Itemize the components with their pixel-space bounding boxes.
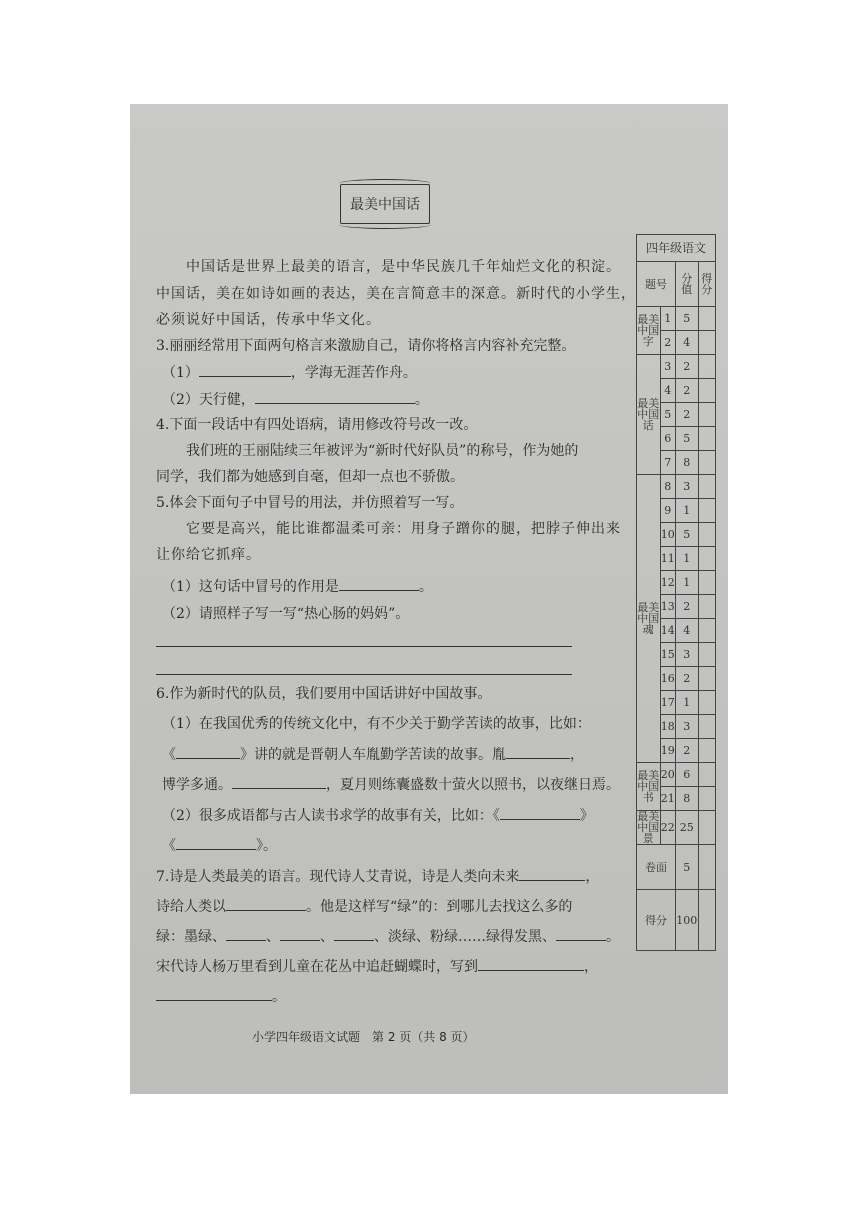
score-question-value: 2 bbox=[675, 595, 698, 619]
score-section-name: 最美中国魂 bbox=[637, 475, 661, 763]
score-question-number: 19 bbox=[660, 739, 675, 763]
q6-p1-line-2-end: ， bbox=[570, 747, 584, 763]
intro-line-1: 中国话是世界上最美的语言，是中华民族几千年灿烂文化的积淀。 bbox=[186, 259, 621, 275]
score-total-got[interactable] bbox=[698, 890, 715, 951]
score-question-value: 1 bbox=[675, 691, 698, 715]
q5-quote-line-2: 让你给它抓痒。 bbox=[156, 547, 261, 563]
q7-line-4-text: 宋代诗人杨万里看到儿童在花丛中追赶蝴蝶时，写到 bbox=[156, 959, 478, 975]
score-question-value: 3 bbox=[675, 715, 698, 739]
q5-item-1-end: 。 bbox=[418, 579, 433, 595]
q6-p1-line-2 bbox=[162, 744, 584, 765]
score-question-number: 13 bbox=[660, 595, 675, 619]
score-got-cell[interactable] bbox=[698, 307, 715, 331]
q7-sep-1: 、 bbox=[266, 929, 280, 945]
score-question-number: 21 bbox=[660, 787, 675, 811]
q7-blank-poem-2[interactable] bbox=[156, 986, 272, 1001]
score-question-number: 5 bbox=[660, 403, 675, 427]
q4-text-line-1: 我们班的王丽陆续三年被评为“新时代好队员”的称号，作为她的 bbox=[186, 443, 579, 459]
score-question-value: 1 bbox=[675, 499, 698, 523]
score-got-cell[interactable] bbox=[698, 643, 715, 667]
q3-blank-2[interactable] bbox=[255, 389, 415, 404]
q7-line-3-end: 。 bbox=[606, 929, 620, 945]
score-question-value: 4 bbox=[675, 619, 698, 643]
score-question-number: 11 bbox=[660, 547, 675, 571]
score-got-cell[interactable] bbox=[698, 619, 715, 643]
score-section-name: 最美中国景 bbox=[637, 810, 660, 845]
score-question-number: 16 bbox=[660, 667, 675, 691]
q6-blank-yin[interactable] bbox=[506, 744, 570, 759]
score-question-number: 4 bbox=[660, 379, 675, 403]
score-question-value: 2 bbox=[675, 739, 698, 763]
q3-stem: 3.丽丽经常用下面两句格言来激励自己，请你将格言内容补充完整。 bbox=[156, 338, 576, 354]
q5-item-1-text: （1）这句话中冒号的作用是 bbox=[162, 579, 339, 595]
q7-line-1 bbox=[156, 866, 599, 887]
score-section-name: 最美中国话 bbox=[637, 355, 661, 475]
page-footer: 小学四年级语文试题 第 2 页（共 8 页） bbox=[252, 1030, 475, 1044]
score-got-cell[interactable] bbox=[698, 763, 715, 787]
score-row bbox=[637, 475, 716, 499]
score-got-cell[interactable] bbox=[698, 427, 715, 451]
score-got-cell[interactable] bbox=[698, 715, 715, 739]
q6-p2-line-1-end: 》 bbox=[579, 808, 594, 824]
q7-line-4-end: ， bbox=[584, 959, 598, 975]
q7-line-1-text: 7.诗是人类最美的语言。现代诗人艾青说，诗是人类向未来 bbox=[156, 869, 520, 885]
q7-line-2-text: 。他是这样写“绿”的：到哪儿去找这么多的 bbox=[306, 899, 573, 915]
score-row bbox=[637, 763, 716, 787]
q6-blank-idiom-1[interactable] bbox=[500, 805, 580, 820]
q4-text-line-2: 同学，我们都为她感到自毫，但却一点也不骄傲。 bbox=[156, 469, 464, 485]
q3-item-2-prefix: （2）天行健， bbox=[162, 392, 255, 408]
score-question-value: 2 bbox=[675, 379, 698, 403]
score-paper-label: 卷面 bbox=[637, 845, 676, 890]
q6-p1-line-1: （1）在我国优秀的传统文化中，有不少关于勤学苦读的故事，比如： bbox=[162, 716, 591, 732]
score-question-value: 5 bbox=[675, 307, 698, 331]
score-question-number: 1 bbox=[660, 307, 675, 331]
score-question-value: 4 bbox=[675, 331, 698, 355]
score-question-number: 8 bbox=[660, 475, 675, 499]
q5-quote-line-1: 它要是高兴，能比谁都温柔可亲：用身子蹭你的腿，把脖子伸出来 bbox=[186, 521, 621, 537]
score-question-number: 18 bbox=[660, 715, 675, 739]
score-total-label: 得分 bbox=[637, 890, 676, 951]
score-question-number: 3 bbox=[660, 355, 675, 379]
score-question-value: 6 bbox=[675, 763, 698, 787]
score-got-cell[interactable] bbox=[698, 451, 715, 475]
score-got-cell[interactable] bbox=[698, 595, 715, 619]
score-question-number: 10 bbox=[660, 523, 675, 547]
q6-p1-line-2-text: 》讲的就是晋朝人车胤勤学苦读的故事。胤 bbox=[240, 747, 506, 763]
score-question-number: 7 bbox=[660, 451, 675, 475]
q7-line-3 bbox=[156, 926, 620, 947]
score-paper-value: 5 bbox=[675, 845, 698, 890]
q6-p1-line-3 bbox=[162, 774, 620, 795]
q3-blank-1[interactable] bbox=[199, 362, 291, 377]
score-got-cell[interactable] bbox=[698, 787, 715, 811]
score-got-cell[interactable] bbox=[698, 355, 715, 379]
score-question-value: 2 bbox=[675, 403, 698, 427]
score-got-cell[interactable] bbox=[698, 811, 715, 845]
exam-page bbox=[130, 104, 728, 1094]
score-question-value: 2 bbox=[675, 355, 698, 379]
q7-sep-2: 、 bbox=[320, 929, 334, 945]
q6-p2-line-2-open: 《 bbox=[162, 838, 176, 854]
q3-item-2 bbox=[162, 389, 429, 410]
score-header-got: 得分 bbox=[698, 262, 715, 307]
score-got-cell[interactable] bbox=[698, 739, 715, 763]
score-table-title: 四年级语文 bbox=[637, 235, 716, 262]
q3-item-1-prefix: （1） bbox=[162, 365, 199, 381]
score-question-number: 12 bbox=[660, 571, 675, 595]
q7-line-1-end: ， bbox=[585, 869, 600, 885]
q7-line-5 bbox=[156, 986, 286, 1007]
score-question-number: 9 bbox=[660, 499, 675, 523]
score-got-cell[interactable] bbox=[698, 499, 715, 523]
score-row bbox=[637, 811, 716, 845]
score-got-cell[interactable] bbox=[698, 475, 715, 499]
q5-item-1 bbox=[162, 576, 433, 597]
q3-item-1-suffix: ，学海无涯苦作舟。 bbox=[290, 365, 417, 381]
q6-book-open: 《 bbox=[162, 747, 176, 763]
q4-stem: 4.下面一段话中有四处语病，请用修改符号改一改。 bbox=[156, 417, 478, 433]
section-title-banner bbox=[340, 184, 430, 224]
section-title: 最美中国话 bbox=[350, 197, 420, 213]
q7-line-2-start: 诗给人类以 bbox=[156, 899, 226, 915]
q6-blank-poor[interactable] bbox=[232, 774, 326, 789]
q6-p2-line-1-text: （2）很多成语都与古人读书求学的故事有关，比如：《 bbox=[162, 808, 500, 824]
q6-p2-line-2-end: 》。 bbox=[256, 838, 277, 854]
q6-p2-line-2 bbox=[162, 835, 277, 856]
intro-line-2: 中国话，美在如诗如画的表达，美在言简意丰的深意。新时代的小学生， bbox=[156, 286, 636, 302]
score-question-number: 6 bbox=[660, 427, 675, 451]
score-paper-got[interactable] bbox=[698, 845, 715, 890]
score-question-value: 8 bbox=[675, 787, 698, 811]
score-header-value: 分值 bbox=[675, 262, 698, 307]
score-section-name: 最美中国字 bbox=[637, 307, 661, 355]
q7-blank-green-1[interactable] bbox=[226, 926, 266, 941]
score-question-value: 5 bbox=[675, 427, 698, 451]
score-question-number: 20 bbox=[660, 763, 675, 787]
score-question-value: 1 bbox=[675, 571, 698, 595]
score-question-value: 2 bbox=[675, 667, 698, 691]
score-got-cell[interactable] bbox=[698, 379, 715, 403]
q7-line-3-start: 绿：墨绿、 bbox=[156, 929, 226, 945]
q6-blank-book[interactable] bbox=[176, 744, 240, 759]
score-table bbox=[636, 234, 716, 951]
q7-line-4 bbox=[156, 956, 598, 977]
q3-item-2-suffix: 。 bbox=[414, 392, 429, 408]
score-got-cell[interactable] bbox=[698, 331, 715, 355]
q6-p2-line-1 bbox=[162, 805, 594, 826]
q7-blank-green-3[interactable] bbox=[334, 926, 374, 941]
q7-blank-1[interactable] bbox=[519, 866, 585, 881]
q3-item-1 bbox=[162, 362, 417, 383]
score-question-number: 22 bbox=[660, 811, 675, 845]
score-got-cell[interactable] bbox=[698, 691, 715, 715]
score-got-cell[interactable] bbox=[698, 547, 715, 571]
q7-line-2 bbox=[156, 896, 572, 917]
score-question-value: 3 bbox=[675, 475, 698, 499]
q6-blank-idiom-2[interactable] bbox=[176, 835, 256, 850]
score-row bbox=[637, 355, 716, 379]
score-got-cell[interactable] bbox=[698, 403, 715, 427]
q7-blank-poem-1[interactable] bbox=[478, 956, 584, 971]
score-question-number: 2 bbox=[660, 331, 675, 355]
score-question-value: 1 bbox=[675, 547, 698, 571]
score-header-question: 题号 bbox=[637, 262, 676, 307]
q6-p1-line-3-start: 博学多通。 bbox=[162, 777, 232, 793]
q6-p1-line-3-text: ，夏月则练囊盛数十萤火以照书，以夜继日焉。 bbox=[326, 777, 620, 793]
q7-blank-green-2[interactable] bbox=[280, 926, 320, 941]
q5-blank-1[interactable] bbox=[339, 576, 419, 591]
score-question-number: 17 bbox=[660, 691, 675, 715]
score-section-name: 最美中国书 bbox=[637, 763, 661, 811]
score-question-value: 5 bbox=[675, 523, 698, 547]
score-got-cell[interactable] bbox=[698, 667, 715, 691]
score-question-value: 25 bbox=[675, 811, 698, 845]
q6-stem: 6.作为新时代的队员，我们要用中国话讲好中国故事。 bbox=[156, 686, 492, 702]
score-question-value: 3 bbox=[675, 643, 698, 667]
q7-line-3-text: 、淡绿、粉绿……绿得发黑、 bbox=[374, 929, 556, 945]
q7-line-5-end: 。 bbox=[272, 989, 286, 1005]
q5-stem: 5.体会下面句子中冒号的用法，并仿照着写一写。 bbox=[156, 495, 464, 511]
score-question-number: 15 bbox=[660, 643, 675, 667]
score-got-cell[interactable] bbox=[698, 571, 715, 595]
q5-answer-line-2[interactable] bbox=[156, 674, 572, 675]
score-total-value: 100 bbox=[675, 890, 698, 951]
score-question-number: 14 bbox=[660, 619, 675, 643]
q5-item-2: （2）请照样子写一写“热心肠的妈妈”。 bbox=[162, 606, 410, 622]
intro-line-3: 必须说好中国话，传承中华文化。 bbox=[156, 312, 381, 328]
score-row bbox=[637, 307, 716, 331]
q5-answer-line-1[interactable] bbox=[156, 646, 572, 647]
q7-blank-2[interactable] bbox=[226, 896, 306, 911]
score-got-cell[interactable] bbox=[698, 523, 715, 547]
q7-blank-green-4[interactable] bbox=[556, 926, 606, 941]
score-question-value: 8 bbox=[675, 451, 698, 475]
